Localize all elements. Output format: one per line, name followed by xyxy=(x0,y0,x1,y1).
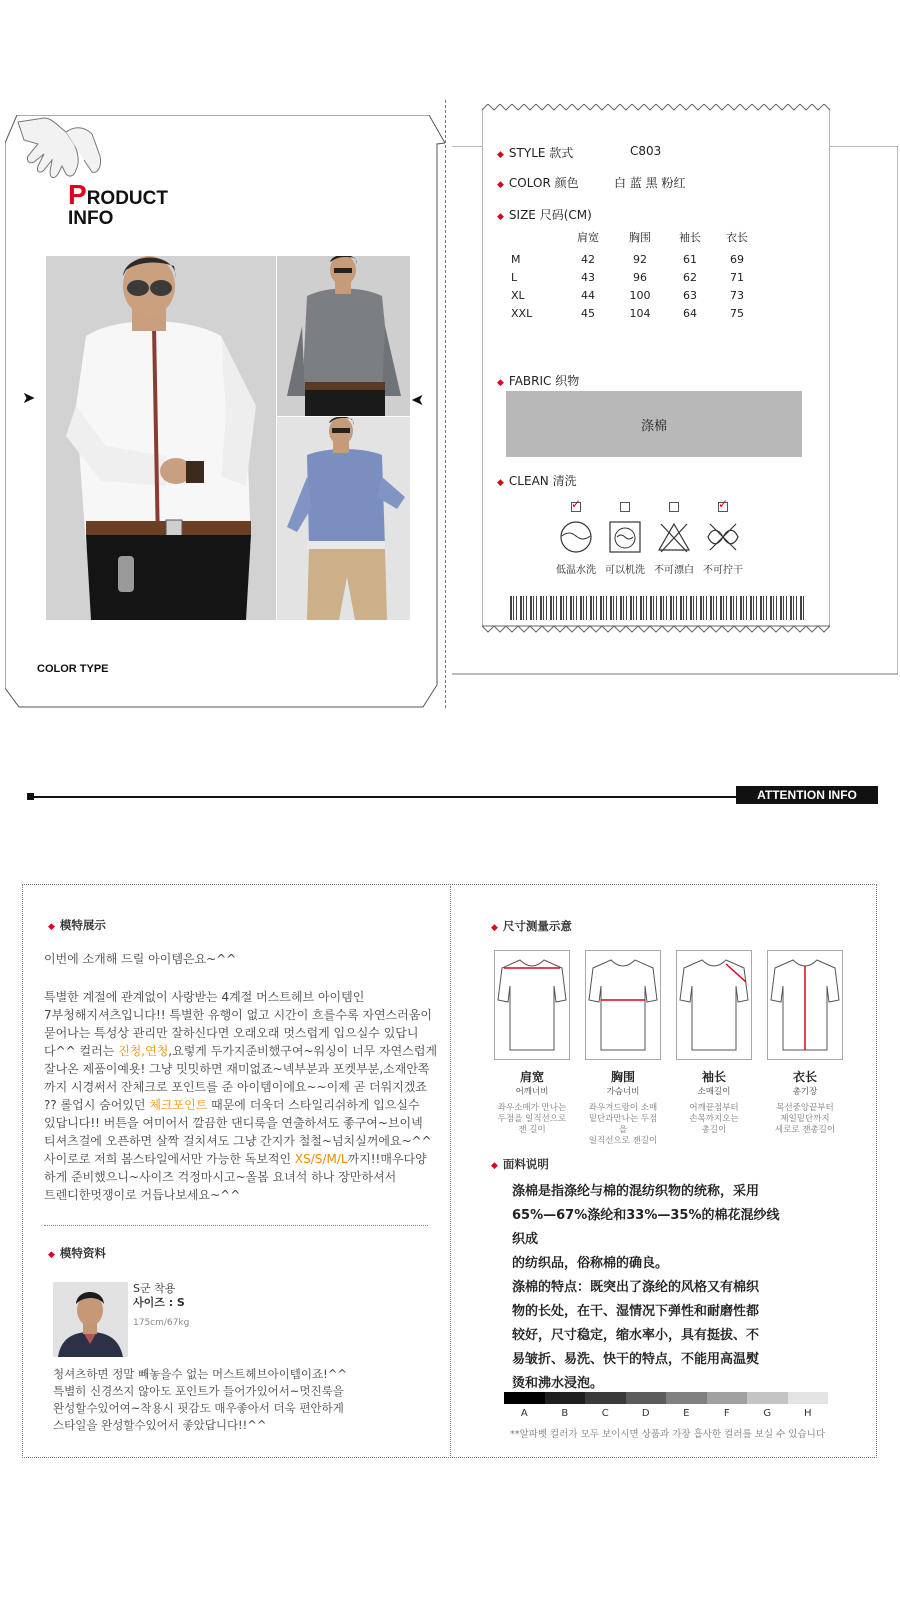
product-info-title: PRODUCT INFO xyxy=(68,179,168,229)
swatch-g xyxy=(747,1392,788,1404)
style-value: C803 xyxy=(630,144,662,158)
no-wring-icon xyxy=(706,520,740,554)
color-type-label: COLOR TYPE xyxy=(37,663,109,675)
model-show-intro: 이번에 소개해 드릴 아이템은요~^^ xyxy=(44,952,237,966)
swatch-b xyxy=(545,1392,586,1404)
fabric-desc-text: 涤棉是指涤纶与棉的混纺织物的统称，采用 65%—67%涤纶和33%—35%的棉花混纱线织成 的纺织品，俗称棉的确良。 涤棉的特点：既突出了涤纶的风格又有棉织 物的长处，在干、湿情况下弹性和耐磨性都 较好，尺寸稳定，缩水率小，具有挺拔、不 易皱折、易洗、快干的特点，不能用高温熨 烫和沸水浸泡。 xyxy=(512,1184,780,1391)
gray-shirt-photo xyxy=(277,256,410,416)
length-diagram-icon xyxy=(767,950,843,1060)
fabric-value: 涤棉 xyxy=(640,418,667,434)
attention-line xyxy=(29,796,737,798)
size-table-row: L 43 96 62 71 xyxy=(511,270,744,284)
fabric-value-box xyxy=(506,391,802,457)
chest-diagram-icon xyxy=(585,950,661,1060)
checkbox-icon xyxy=(620,502,630,512)
card-divider xyxy=(445,100,446,708)
measure-labels: 肩宽 어깨너비 좌우소매가 만나는 두점을 일직선으로 잰 길이 胸围 가슴너비 좌우겨드랑이 소매 밑단과만나는 두점을 일직선으로 잰길이 袖长 소매길이 어깨끝점부터 손목까지오는 총길이 衣长 총기장 목선중앙끝부터 제일밑단까지 세로로 잰총길이 xyxy=(497,1070,836,1146)
swatch-f xyxy=(707,1392,748,1404)
bullet-icon: ◆ xyxy=(497,478,504,488)
hand-illustration xyxy=(14,112,104,190)
care-item: 可以机洗 xyxy=(601,502,649,576)
barcode xyxy=(510,596,806,620)
bullet-icon: ◆ xyxy=(491,923,498,933)
measure-title: ◆ 尺寸测量示意 xyxy=(491,919,572,933)
style-label: ◆ STYLE 款式 xyxy=(497,146,574,160)
size-table-header: 肩宽 胸围 袖长 衣长 xyxy=(577,231,748,244)
size-table-row: XL 44 100 63 73 xyxy=(511,288,744,302)
checkbox-icon xyxy=(669,502,679,512)
bullet-icon: ◆ xyxy=(497,378,504,388)
shoulder-diagram-icon xyxy=(494,950,570,1060)
swatch-a xyxy=(504,1392,545,1404)
size-table-row: XXL 45 104 64 75 xyxy=(511,306,744,320)
checkbox-icon xyxy=(718,502,728,512)
model-photo xyxy=(53,1282,128,1357)
care-icons-row xyxy=(552,502,747,576)
model-wearing: S군 착용 xyxy=(133,1282,176,1295)
checkbox-icon xyxy=(571,502,581,512)
bullet-icon: ◆ xyxy=(48,922,55,932)
care-item: ✓ 低温水洗 xyxy=(552,502,600,576)
clean-label: ◆ CLEAN 清洗 xyxy=(497,474,577,488)
measure-item-chest xyxy=(585,950,661,1064)
measure-item-sleeve xyxy=(676,950,752,1064)
model-stats: 175cm/67kg xyxy=(133,1318,190,1328)
measure-diagrams xyxy=(494,950,843,1064)
machine-wash-icon xyxy=(608,520,642,554)
swatch-labels: A B C D E F G H xyxy=(520,1408,812,1419)
swatch-note: **알파벳 컬러가 모두 보이시면 상품과 가장 흡사한 컬러를 보실 수 있습니다 xyxy=(510,1429,826,1440)
care-item: ✓ 不可拧干 xyxy=(699,502,747,576)
prev-arrow-icon[interactable]: ➤ xyxy=(22,388,36,407)
attention-info-label: ATTENTION INFO xyxy=(736,786,878,804)
size-table-row: M 42 92 61 69 xyxy=(511,252,744,266)
bullet-icon: ◆ xyxy=(491,1161,498,1171)
size-label: ◆ SIZE 尺码(CM) xyxy=(497,208,592,222)
care-item: 不可漂白 xyxy=(650,502,698,576)
sleeve-diagram-icon xyxy=(676,950,752,1060)
no-bleach-icon xyxy=(657,520,691,554)
swatch-c xyxy=(585,1392,626,1404)
model-show-title: ◆ 模特展示 xyxy=(48,918,106,932)
blue-shirt-photo xyxy=(277,417,410,620)
measure-item-shoulder xyxy=(494,950,570,1064)
main-product-photo xyxy=(46,256,276,620)
bullet-icon: ◆ xyxy=(497,180,504,190)
detail-divider xyxy=(450,886,451,1456)
model-size: 사이즈 : S xyxy=(133,1296,185,1309)
swatch-h xyxy=(788,1392,829,1404)
bullet-icon: ◆ xyxy=(48,1250,55,1260)
next-arrow-icon[interactable]: ➤ xyxy=(411,390,425,409)
swatch-e xyxy=(666,1392,707,1404)
measure-item-length xyxy=(767,950,843,1064)
size-table xyxy=(510,228,760,322)
model-info-title: ◆ 模特资料 xyxy=(48,1246,106,1260)
model-show-description: 특별한 계절에 관계없이 사랑받는 4계절 머스트헤브 아이템인 7부청해지셔츠입니다!! 특별한 유행이 없고 시간이 흐를수록 자연스러움이 묻어나는 특성상 관리만 잘하신다면 오래오래 멋스럽게 입으실수 있답니 다^^ 컬러는 진청,연청,요렇게 두가지준비했구여~워싱이 너무 자연스럽게 잘나온 제품이예욧! 그냥 밋밋하면 재미없죠~넥부분과 포켓부분,소재안쪽 까지 시경써서 잔체크로 포인트를 준 아이템이에요~~이제 곧 더워지겠죠 ?? 롤업시 숨어있던 체크포인트 때문에 더욱더 스타일리쉬하게 입으실수 있답니다!! 버튼을 여미어서 깔끔한 댄디룩을 연출하셔도 좋구여~브이넥 티셔츠걸에 오픈하면 살짝 걸치셔도 그냥 간지가 철철~넘치실꺼에요~^^ 사이로로 저희 봄스타일에서만 가능한 독보적인 XS/S/M/L까지!!매우다양 하게 준비했으니~사이즈 걱정마시고~올봄 요녀석 하나 장만하셔서 트렌디한멋쟁이로 거듭나보세요~^^ xyxy=(44,990,438,1202)
fabric-label: ◆ FABRIC 织物 xyxy=(497,374,580,388)
swatch-d xyxy=(626,1392,667,1404)
model-info-description: 청셔츠하면 정말 빼놓을수 없는 머스트헤브아이템이죠!^^ 특별히 신경쓰지 않아도 포인트가 들어가있어서~멋진룩을 완성할수있어여~착용시 핏감도 매우좋아서 더욱 편안하게 스타일을 완성할수있어서 좋았답니다!!^^ xyxy=(53,1367,348,1432)
low-temp-wash-icon xyxy=(559,520,593,554)
color-label: ◆ COLOR 颜色 xyxy=(497,176,579,190)
section-divider xyxy=(44,1225,428,1226)
bullet-icon: ◆ xyxy=(497,212,504,222)
color-swatch-bar xyxy=(504,1392,828,1404)
color-value: 白 蓝 黑 粉红 xyxy=(614,176,686,190)
bullet-icon: ◆ xyxy=(497,150,504,160)
fabric-desc-title: ◆ 面料说明 xyxy=(491,1157,549,1171)
